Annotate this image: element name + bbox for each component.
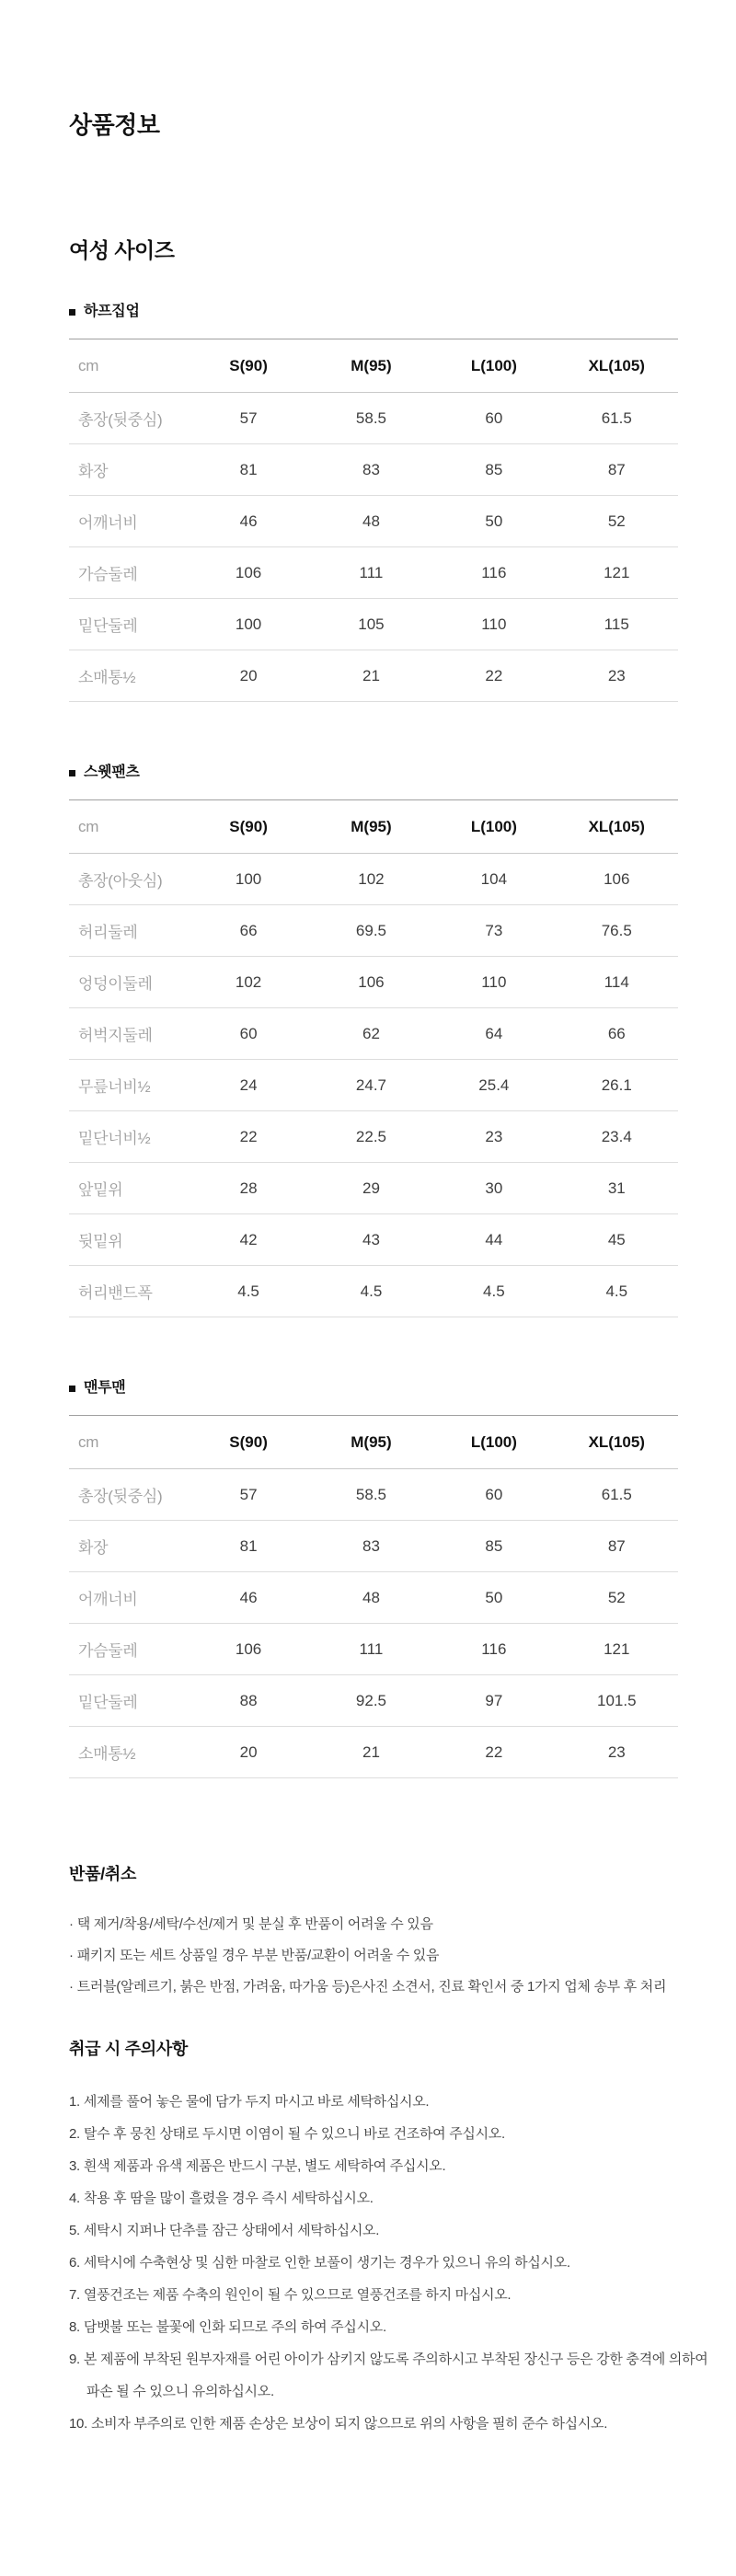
measure-value: 102 <box>235 972 262 991</box>
measure-label: 밑단둘레 <box>78 1694 138 1711</box>
measure-label: 어깨너비 <box>78 514 138 532</box>
measure-value: 57 <box>239 1485 258 1503</box>
measure-label: 화장 <box>78 1539 109 1557</box>
measure-label: 총장(뒷중심) <box>78 1488 163 1505</box>
measure-value: 20 <box>239 666 258 684</box>
measure-value: 106 <box>358 972 385 991</box>
precaution-item <box>69 2247 713 2279</box>
measure-value: 26.1 <box>601 1075 632 1094</box>
measure-value: 46 <box>239 512 258 530</box>
precaution-item <box>69 2214 713 2247</box>
measure-value: 81 <box>239 460 258 478</box>
size-table-body <box>69 393 678 702</box>
table-row <box>69 1572 678 1624</box>
measure-value: 83 <box>362 1536 380 1555</box>
measure-value: 116 <box>481 563 507 581</box>
measure-label: 엉덩이둘레 <box>78 975 153 993</box>
measure-value: 23 <box>607 666 626 684</box>
size-header: S(90) <box>229 356 268 374</box>
size-table <box>69 1415 678 1778</box>
measure-value: 4.5 <box>360 1282 383 1300</box>
measure-value: 85 <box>485 460 503 478</box>
unit-header: cm <box>78 817 99 835</box>
table-row <box>69 1266 678 1317</box>
returns-item <box>69 1972 713 2003</box>
bullet-dot-icon: · <box>69 1979 74 1995</box>
measure-value: 58.5 <box>355 1485 386 1503</box>
measure-label: 소매통½ <box>78 669 136 686</box>
measure-label: 밑단둘레 <box>78 617 138 635</box>
table-row <box>69 1111 678 1163</box>
precaution-item-text: 소비자 부주의로 인한 제품 손상은 보상이 되지 않으므로 위의 사항을 필히 준수 하십시오. <box>90 2416 608 2432</box>
precautions-title: 취급 시 주의사항 <box>69 2040 189 2058</box>
measure-value: 24.7 <box>355 1075 386 1094</box>
measure-label: 앞밑위 <box>78 1181 123 1199</box>
measure-value: 121 <box>604 1639 630 1658</box>
measure-label: 허리둘레 <box>78 924 138 941</box>
measure-value: 61.5 <box>601 1485 632 1503</box>
size-table-body <box>69 854 678 1317</box>
measure-value: 85 <box>485 1536 503 1555</box>
measure-value: 4.5 <box>237 1282 259 1300</box>
table-row <box>69 1163 678 1214</box>
header-row <box>69 800 678 854</box>
table-row <box>69 905 678 957</box>
size-header: XL(105) <box>588 1432 645 1451</box>
table-row <box>69 1675 678 1727</box>
size-header: XL(105) <box>588 356 645 374</box>
precaution-item-text: 흰색 제품과 유색 제품은 반드시 구분, 별도 세탁하여 주십시오. <box>83 2158 446 2174</box>
measure-value: 111 <box>359 1639 384 1658</box>
measure-value: 22.5 <box>355 1127 386 1145</box>
precaution-number: 5. <box>69 2223 80 2238</box>
measure-value: 100 <box>235 869 262 888</box>
precaution-number: 3. <box>69 2158 80 2174</box>
measure-value: 43 <box>362 1230 380 1248</box>
measure-value: 64 <box>485 1024 503 1042</box>
precaution-item-text: 열풍건조는 제품 수축의 원인이 될 수 있으므로 열풍건조를 하지 마십시오. <box>83 2287 512 2303</box>
measure-value: 22 <box>485 666 503 684</box>
precaution-number: 8. <box>69 2319 80 2335</box>
unit-header: cm <box>78 1432 99 1451</box>
measure-value: 106 <box>235 563 262 581</box>
measure-value: 28 <box>239 1179 258 1197</box>
returns-list <box>69 1909 713 2003</box>
precaution-item <box>69 2279 713 2311</box>
size-header: M(95) <box>351 1432 392 1451</box>
bullet-square-icon <box>69 770 75 776</box>
precaution-item-text: 세제를 풀어 놓은 물에 담가 두지 마시고 바로 세탁하십시오. <box>83 2094 430 2110</box>
measure-value: 97 <box>485 1691 503 1709</box>
precaution-item-text: 담뱃불 또는 불꽃에 인화 되므로 주의 하여 주십시오. <box>83 2319 386 2335</box>
measure-value: 50 <box>485 1588 503 1606</box>
precaution-item-text: 탈수 후 뭉친 상태로 두시면 이염이 될 수 있으니 바로 건조하여 주십시오. <box>83 2126 505 2142</box>
measure-label: 허리밴드폭 <box>78 1284 153 1302</box>
measure-value: 104 <box>480 869 508 888</box>
measure-value: 52 <box>607 1588 626 1606</box>
bullet-dot-icon: · <box>69 1916 74 1932</box>
unit-header: cm <box>78 356 99 374</box>
measure-value: 87 <box>607 1536 626 1555</box>
size-table <box>69 799 678 1317</box>
measure-label: 허벅지둘레 <box>78 1027 153 1044</box>
measure-label: 총장(뒷중심) <box>78 411 163 429</box>
table-section-label <box>69 1378 736 1398</box>
size-table-head <box>69 800 678 854</box>
measure-value: 21 <box>362 1742 380 1761</box>
measure-value: 102 <box>358 869 385 888</box>
measure-value: 48 <box>362 512 380 530</box>
precaution-number: 6. <box>69 2255 80 2271</box>
measure-label: 가슴둘레 <box>78 1642 138 1660</box>
table-section-label-text: 하프집업 <box>84 304 140 319</box>
header-row <box>69 339 678 393</box>
precaution-item-text: 세탁시 지퍼나 단추를 잠근 상태에서 세탁하십시오. <box>83 2223 380 2238</box>
size-table-block <box>69 1378 736 1778</box>
measure-value: 50 <box>485 512 503 530</box>
measure-label: 총장(아웃심) <box>78 872 163 890</box>
returns-title: 반품/취소 <box>69 1865 137 1883</box>
table-row <box>69 444 678 496</box>
measure-value: 57 <box>239 408 258 427</box>
measure-value: 23 <box>485 1127 503 1145</box>
measure-value: 46 <box>239 1588 258 1606</box>
size-table-block <box>69 763 736 1317</box>
measure-label: 가슴둘레 <box>78 566 138 583</box>
measure-label: 화장 <box>78 463 109 480</box>
precaution-number: 9. <box>69 2352 80 2367</box>
measure-value: 30 <box>485 1179 503 1197</box>
measure-value: 83 <box>362 460 380 478</box>
measure-value: 61.5 <box>601 408 632 427</box>
measure-value: 88 <box>239 1691 258 1709</box>
size-table-head <box>69 339 678 393</box>
measure-value: 24 <box>239 1075 258 1094</box>
returns-item-text: 택 제거/착용/세탁/수선/제거 및 분실 후 반품이 어려울 수 있음 <box>76 1916 433 1932</box>
table-row <box>69 650 678 702</box>
measure-label: 어깨너비 <box>78 1591 138 1608</box>
measure-value: 29 <box>362 1179 380 1197</box>
measure-value: 66 <box>239 921 258 939</box>
measure-value: 58.5 <box>355 408 386 427</box>
table-row <box>69 1469 678 1521</box>
measure-value: 60 <box>485 408 503 427</box>
measure-value: 60 <box>485 1485 503 1503</box>
size-header: S(90) <box>229 817 268 835</box>
measure-value: 22 <box>239 1127 258 1145</box>
table-row <box>69 1521 678 1572</box>
table-row <box>69 957 678 1008</box>
precautions-section <box>69 2038 736 2440</box>
precaution-item <box>69 2408 713 2440</box>
table-row <box>69 1060 678 1111</box>
table-section-label <box>69 302 736 322</box>
size-table <box>69 339 678 702</box>
measure-label: 뒷밑위 <box>78 1233 123 1250</box>
measure-value: 76.5 <box>601 921 632 939</box>
table-section-label-text: 스웻팬츠 <box>84 765 140 780</box>
measure-value: 31 <box>607 1179 626 1197</box>
measure-value: 25.4 <box>478 1075 510 1094</box>
precaution-item <box>69 2118 713 2150</box>
measure-value: 23.4 <box>601 1127 632 1145</box>
measure-value: 106 <box>235 1639 262 1658</box>
table-row <box>69 1727 678 1778</box>
measure-label: 밑단너비½ <box>78 1130 151 1147</box>
measure-value: 20 <box>239 1742 258 1761</box>
measure-value: 52 <box>607 512 626 530</box>
precaution-item <box>69 2182 713 2214</box>
table-row <box>69 547 678 599</box>
measure-value: 114 <box>604 972 629 991</box>
measure-value: 23 <box>607 1742 626 1761</box>
measure-value: 69.5 <box>355 921 386 939</box>
measure-value: 21 <box>362 666 380 684</box>
measure-value: 87 <box>607 460 626 478</box>
header-row <box>69 1416 678 1469</box>
size-table-head <box>69 1416 678 1469</box>
measure-label: 소매통½ <box>78 1745 136 1763</box>
precaution-item-text: 착용 후 땀을 많이 흘렸을 경우 즉시 세탁하십시오. <box>83 2191 374 2206</box>
precaution-number: 1. <box>69 2094 80 2110</box>
measure-value: 110 <box>481 615 507 633</box>
bullet-dot-icon: · <box>69 1948 74 1963</box>
size-header: L(100) <box>470 817 517 835</box>
measure-value: 111 <box>359 563 384 581</box>
measure-value: 48 <box>362 1588 380 1606</box>
table-row <box>69 1008 678 1060</box>
precaution-number: 10. <box>69 2416 87 2432</box>
precaution-item-text: 본 제품에 부착된 원부자재를 어린 아이가 삼키지 않도록 주의하시고 부착된 장신구 등은 강한 충격에 의하여 파손 될 수 있으니 유의하십시오. <box>83 2352 708 2399</box>
measure-value: 22 <box>485 1742 503 1761</box>
measure-value: 73 <box>485 921 503 939</box>
table-row <box>69 599 678 650</box>
measure-value: 4.5 <box>483 1282 505 1300</box>
size-tables-container <box>69 302 736 1778</box>
precaution-number: 7. <box>69 2287 80 2303</box>
measure-value: 106 <box>604 869 630 888</box>
measure-value: 92.5 <box>355 1691 386 1709</box>
table-row <box>69 854 678 905</box>
table-section-label <box>69 763 736 783</box>
measure-value: 115 <box>604 615 629 633</box>
precaution-number: 4. <box>69 2191 80 2206</box>
precaution-item-text: 세탁시에 수축현상 및 심한 마찰로 인한 보풀이 생기는 경우가 있으니 유의 하십시오. <box>83 2255 570 2271</box>
precaution-item <box>69 2311 713 2343</box>
table-row <box>69 496 678 547</box>
precaution-item <box>69 2086 713 2118</box>
women-size-section-title: 여성 사이즈 <box>69 238 175 262</box>
measure-value: 44 <box>485 1230 503 1248</box>
measure-label: 무릎너비½ <box>78 1078 151 1096</box>
measure-value: 62 <box>362 1024 380 1042</box>
returns-item <box>69 1909 713 1940</box>
table-row <box>69 1214 678 1266</box>
measure-value: 116 <box>481 1639 507 1658</box>
precautions-list <box>69 2086 713 2440</box>
measure-value: 110 <box>481 972 507 991</box>
bullet-square-icon <box>69 1386 75 1392</box>
measure-value: 45 <box>607 1230 626 1248</box>
size-header: S(90) <box>229 1432 268 1451</box>
table-section-label-text: 맨투맨 <box>84 1380 126 1396</box>
precaution-item <box>69 2343 713 2408</box>
size-header: XL(105) <box>588 817 645 835</box>
size-table-body <box>69 1469 678 1778</box>
precaution-number: 2. <box>69 2126 80 2142</box>
size-header: L(100) <box>470 356 517 374</box>
returns-section <box>69 1863 736 2003</box>
measure-value: 105 <box>358 615 385 633</box>
size-table-block <box>69 302 736 702</box>
measure-value: 81 <box>239 1536 258 1555</box>
product-info-page <box>0 110 736 2440</box>
measure-value: 42 <box>239 1230 258 1248</box>
measure-value: 121 <box>604 563 630 581</box>
precaution-item <box>69 2150 713 2182</box>
table-row <box>69 393 678 444</box>
measure-value: 60 <box>239 1024 258 1042</box>
size-header: L(100) <box>470 1432 517 1451</box>
returns-item-text: 패키지 또는 세트 상품일 경우 부분 반품/교환이 어려울 수 있음 <box>76 1948 440 1963</box>
measure-value: 101.5 <box>597 1691 637 1709</box>
page-title: 상품정보 <box>69 111 160 139</box>
table-row <box>69 1624 678 1675</box>
size-header: M(95) <box>351 817 392 835</box>
returns-item <box>69 1940 713 1972</box>
bullet-square-icon <box>69 309 75 316</box>
measure-value: 100 <box>235 615 262 633</box>
measure-value: 4.5 <box>605 1282 628 1300</box>
measure-value: 66 <box>607 1024 626 1042</box>
returns-item-text: 트러블(알레르기, 붉은 반점, 가려움, 따가움 등)은사진 소견서, 진료 확인서 중 1가지 업체 송부 후 처리 <box>76 1979 667 1995</box>
size-header: M(95) <box>351 356 392 374</box>
